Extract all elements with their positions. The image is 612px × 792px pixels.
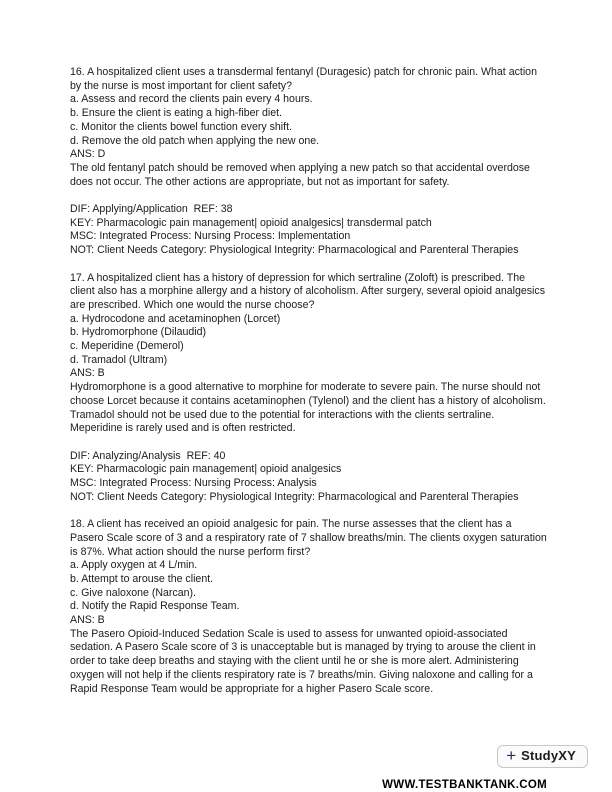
- msc-line: MSC: Integrated Process: Nursing Process: Analysis: [70, 477, 317, 490]
- key-line: KEY: Pharmacologic pain management| opioid analgesics: [70, 463, 342, 476]
- option-d: d. Tramadol (Ultram): [70, 353, 168, 366]
- question-16: [70, 66, 547, 258]
- answer-line: ANS: D: [70, 148, 106, 161]
- option-b: b. Hydromorphone (Dilaudid): [70, 326, 207, 339]
- option-c: c. Monitor the clients bowel function every shift.: [70, 120, 292, 133]
- studyxy-logo-text: StudyXY: [521, 748, 576, 764]
- page-content: [70, 66, 547, 696]
- option-a: a. Hydrocodone and acetaminophen (Lorcet): [70, 312, 281, 325]
- msc-line: MSC: Integrated Process: Nursing Process: Implementation: [70, 230, 351, 243]
- key-line: KEY: Pharmacologic pain management| opioid analgesics| transdermal patch: [70, 216, 432, 229]
- plus-icon: +: [506, 746, 517, 765]
- question-17: [70, 272, 547, 505]
- answer-line: ANS: B: [70, 614, 105, 627]
- option-b: b. Ensure the client is eating a high-fiber diet.: [70, 107, 282, 120]
- question-meta: [70, 203, 547, 258]
- not-line: NOT: Client Needs Category: Physiological Integrity: Pharmacological and Parenteral Therapies: [70, 490, 519, 503]
- dif-line: DIF: Applying/Application REF: 38: [70, 203, 233, 216]
- option-d: d. Remove the old patch when applying the new one.: [70, 134, 320, 147]
- question-stem: 18. A client has received an opioid analgesic for pain. The nurse assesses that the client has a Pasero Scale score of 3 and a respiratory rate of 7 shallow breaths/min. The clients oxygen saturation is 87%. What action should the nurse perform first?: [70, 518, 547, 558]
- rationale-text: The old fentanyl patch should be removed when applying a new patch so that accidental overdose does not occur. The other actions are appropriate, but not as important for safety.: [70, 161, 530, 188]
- option-a: a. Apply oxygen at 4 L/min.: [70, 559, 198, 572]
- question-stem: 16. A hospitalized client uses a transdermal fentanyl (Duragesic) patch for chronic pain. What action by the nurse is most important for client safety?: [70, 66, 537, 92]
- rationale-text: The Pasero Opioid-Induced Sedation Scale is used to assess for unwanted opioid-associated sedation. A Pasero Scale score of 3 is unacceptable but is managed by trying to arouse the client in order to take deep breaths and staying with the client until he or she is more alert. Administering oxygen will not help if the clients respiratory rate is 7 breaths/min. Giving naloxone and calling for a Rapid Response Team would be appropriate for a higher Pasero Scale score.: [70, 627, 536, 695]
- rationale-text: Hydromorphone is a good alternative to morphine for moderate to severe pain. The nurse should not choose Lorcet because it contains acetaminophen (Tylenol) and the client has a history of alcoholism. Tramadol should not be used due to the potential for interactions with the clients sertraline. Meperidine is rarely used and is often restricted.: [70, 381, 546, 435]
- option-a: a. Assess and record the clients pain every 4 hours.: [70, 93, 313, 106]
- question-stem: 17. A hospitalized client has a history of depression for which sertraline (Zoloft) is prescribed. The client also has a morphine allergy and a history of alcoholism. After surgery, several opioid analgesics are prescribed. Which one would the nurse choose?: [70, 271, 546, 311]
- website-url: WWW.TESTBANKTANK.COM: [382, 779, 547, 791]
- answer-line: ANS: B: [70, 367, 105, 380]
- question-18: [70, 518, 547, 696]
- not-line: NOT: Client Needs Category: Physiological Integrity: Pharmacological and Parenteral Therapies: [70, 244, 519, 257]
- option-b: b. Attempt to arouse the client.: [70, 572, 214, 585]
- option-d: d. Notify the Rapid Response Team.: [70, 600, 240, 613]
- option-c: c. Meperidine (Demerol): [70, 340, 184, 353]
- studyxy-logo: [497, 745, 588, 768]
- dif-line: DIF: Analyzing/Analysis REF: 40: [70, 449, 226, 462]
- question-meta: [70, 450, 547, 505]
- option-c: c. Give naloxone (Narcan).: [70, 586, 197, 599]
